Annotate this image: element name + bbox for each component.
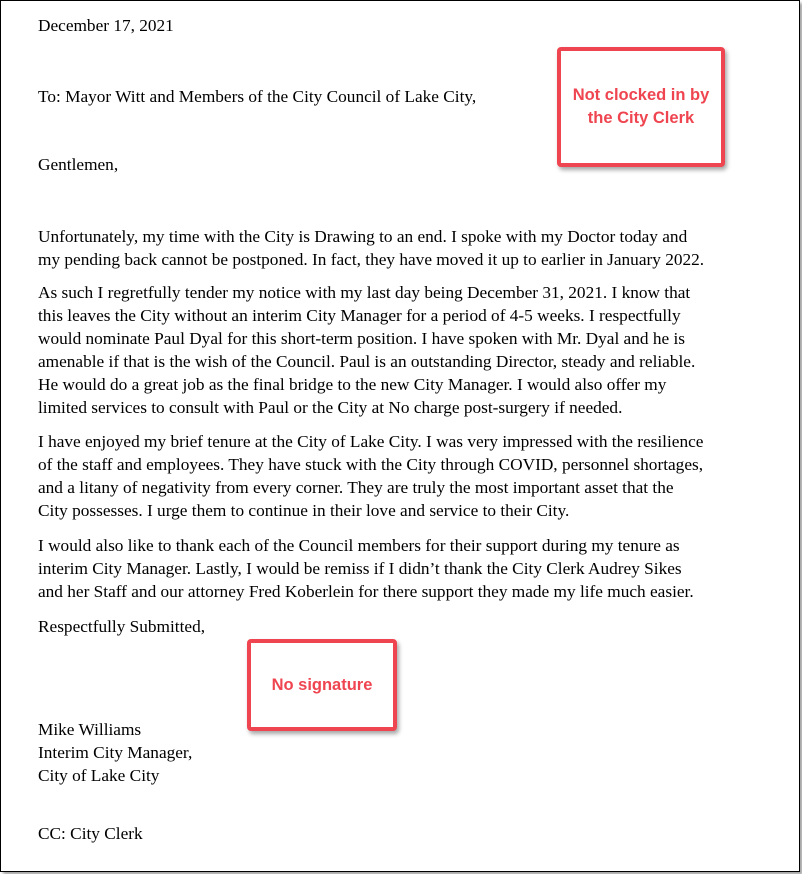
paragraph-line: of the staff and employees. They have stuck with the City through COVID, personnel shortages,: [38, 455, 704, 474]
letter-closing: Respectfully Submitted,: [38, 617, 206, 636]
letter-salutation: Gentlemen,: [38, 155, 119, 174]
paragraph-1: [38, 225, 783, 271]
paragraph-line: Unfortunately, my time with the City is Drawing to an end. I spoke with my Doctor today and: [38, 227, 688, 246]
signer-name: Mike Williams: [38, 720, 142, 739]
callout-text-line: the City Clerk: [587, 109, 695, 127]
paragraph-line: I have enjoyed my brief tenure at the City of Lake City. I was very impressed with the resilience: [38, 432, 704, 451]
paragraph-line: City possesses. I urge them to continue in their love and service to their City.: [38, 501, 570, 520]
paragraph-line: limited services to consult with Paul or the City at No charge post-surgery if needed.: [38, 398, 623, 417]
signer-org: City of Lake City: [38, 766, 160, 785]
paragraph-line: amenable if that is the wish of the Council. Paul is an outstanding Director, steady and reliable.: [38, 352, 696, 371]
paragraph-line: and a litany of negativity from every corner. They are truly the most important asset that the: [38, 478, 674, 497]
cc-line: CC: City Clerk: [38, 824, 143, 843]
paragraph-3: [38, 430, 783, 522]
callout-text: No signature: [271, 675, 373, 694]
callout-text-line: Not clocked in by: [572, 86, 710, 104]
paragraph-line: this leaves the City without an interim City Manager for a period of 4-5 weeks. I respectfully: [38, 306, 681, 325]
paragraph-line: He would do a great job as the final bridge to the new City Manager. I would also offer my: [38, 375, 667, 394]
letter-to-line: To: Mayor Witt and Members of the City Council of Lake City,: [38, 87, 477, 106]
paragraph-line: my pending back cannot be postponed. In fact, they have moved it up to earlier in January 2022.: [38, 250, 705, 269]
paragraph-2: [38, 281, 783, 419]
letter-date: December 17, 2021: [38, 16, 174, 35]
paragraph-line: and her Staff and our attorney Fred Koberlein for there support they made my life much easier.: [38, 582, 694, 601]
paragraph-line: As such I regretfully tender my notice with my last day being December 31, 2021. I know that: [38, 283, 691, 302]
clerk-note-callout: [557, 47, 725, 167]
paragraph-4: [38, 534, 783, 603]
paragraph-line: interim City Manager. Lastly, I would be remiss if I didn’t thank the City Clerk Audrey Sikes: [38, 559, 682, 578]
signature-note-callout: [247, 639, 397, 731]
signer-title: Interim City Manager,: [38, 743, 193, 762]
paragraph-line: would nominate Paul Dyal for this short-term position. I have spoken with Mr. Dyal and he is: [38, 329, 685, 348]
paragraph-line: I would also like to thank each of the Council members for their support during my tenure as: [38, 536, 680, 555]
